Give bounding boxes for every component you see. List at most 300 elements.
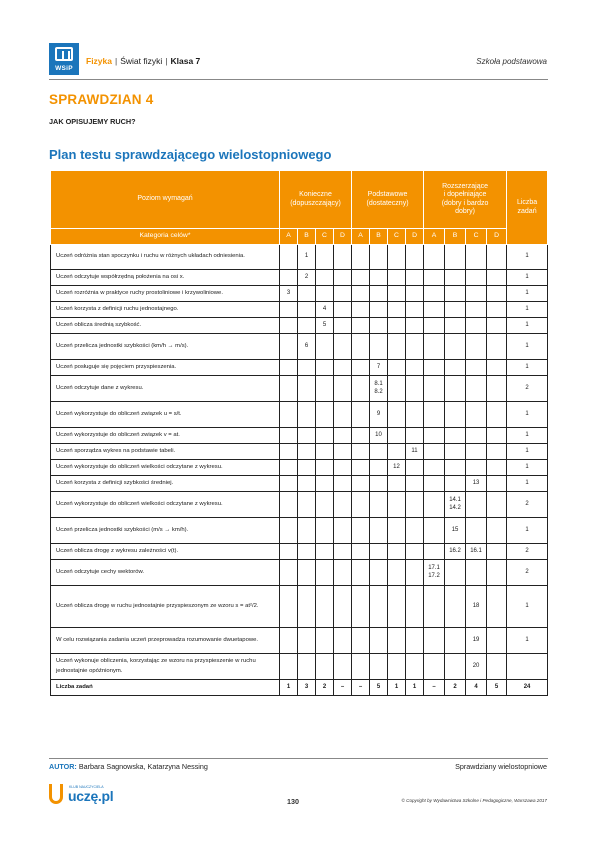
task-number-cell xyxy=(316,286,334,302)
task-number-cell: 8.1 8.2 xyxy=(370,376,388,402)
task-number-cell xyxy=(388,518,406,544)
task-number-cell xyxy=(370,286,388,302)
task-number-cell xyxy=(406,476,424,492)
task-number-cell xyxy=(388,560,406,586)
goal-description: Uczeń odczytuje dane z wykresu. xyxy=(51,376,280,402)
task-number-cell xyxy=(424,318,445,334)
task-count-cell: 1 xyxy=(507,586,548,628)
task-number-cell xyxy=(298,318,316,334)
category-letter-header: A xyxy=(424,229,445,245)
task-number-cell xyxy=(352,360,370,376)
task-number-cell xyxy=(334,518,352,544)
task-number-cell xyxy=(352,402,370,428)
task-number-cell xyxy=(424,444,445,460)
header-kategoria: Kategoria celów* xyxy=(51,229,280,245)
task-number-cell xyxy=(445,245,466,270)
table-row xyxy=(51,428,548,444)
table-row xyxy=(51,286,548,302)
task-number-cell xyxy=(352,560,370,586)
wsip-logo-text: WSiP xyxy=(55,65,73,72)
task-number-cell xyxy=(334,492,352,518)
task-number-cell xyxy=(466,492,487,518)
task-number-cell: 2 xyxy=(298,270,316,286)
task-number-cell xyxy=(406,560,424,586)
task-number-cell xyxy=(334,544,352,560)
task-number-cell xyxy=(352,318,370,334)
goal-description: Uczeń korzysta z definicji szybkości średniej. xyxy=(51,476,280,492)
task-number-cell xyxy=(280,318,298,334)
task-number-cell: 3 xyxy=(298,680,316,696)
task-number-cell xyxy=(466,560,487,586)
task-number-cell xyxy=(487,302,507,318)
goal-description: Uczeń odczytuje cechy wektorów. xyxy=(51,560,280,586)
goal-description: Uczeń wykonuje obliczenia, korzystając ze wzoru na przyspieszenie w ruchu jednostajnie opóźnionym. xyxy=(51,654,280,680)
task-number-cell xyxy=(316,586,334,628)
task-number-cell xyxy=(445,402,466,428)
task-number-cell xyxy=(406,654,424,680)
task-number-cell xyxy=(298,492,316,518)
task-number-cell: 14.1 14.2 xyxy=(445,492,466,518)
table-row xyxy=(51,334,548,360)
task-number-cell xyxy=(334,560,352,586)
test-plan-table xyxy=(50,170,548,696)
task-number-cell xyxy=(487,376,507,402)
task-number-cell xyxy=(280,518,298,544)
task-number-cell: 18 xyxy=(466,586,487,628)
ucze-club-label: KLUB NAUCZYCIELA xyxy=(69,785,104,789)
task-number-cell: 20 xyxy=(466,654,487,680)
task-count-cell: 1 xyxy=(507,270,548,286)
task-number-cell xyxy=(334,334,352,360)
task-number-cell xyxy=(280,402,298,428)
category-letter-header: A xyxy=(280,229,298,245)
task-number-cell xyxy=(424,428,445,444)
task-number-cell xyxy=(424,402,445,428)
task-number-cell: – xyxy=(352,680,370,696)
task-number-cell xyxy=(334,444,352,460)
task-number-cell: 19 xyxy=(466,628,487,654)
task-number-cell xyxy=(388,444,406,460)
task-number-cell xyxy=(406,334,424,360)
task-number-cell xyxy=(280,245,298,270)
table-row xyxy=(51,586,548,628)
task-number-cell xyxy=(388,302,406,318)
table-row xyxy=(51,270,548,286)
task-number-cell xyxy=(334,586,352,628)
task-number-cell xyxy=(334,460,352,476)
task-number-cell xyxy=(370,444,388,460)
task-number-cell xyxy=(370,460,388,476)
table-row xyxy=(51,318,548,334)
task-number-cell: 2 xyxy=(445,680,466,696)
task-number-cell xyxy=(424,544,445,560)
task-number-cell xyxy=(334,654,352,680)
task-number-cell xyxy=(280,544,298,560)
task-number-cell xyxy=(487,360,507,376)
header-separator: | xyxy=(165,56,168,66)
author-line xyxy=(49,762,208,771)
task-number-cell xyxy=(445,460,466,476)
task-number-cell: 5 xyxy=(316,318,334,334)
goal-description: Uczeń wykorzystuje do obliczeń wielkości odczytane z wykresu. xyxy=(51,492,280,518)
task-number-cell xyxy=(487,270,507,286)
task-number-cell xyxy=(334,428,352,444)
task-count-cell: 1 xyxy=(507,444,548,460)
task-number-cell xyxy=(487,428,507,444)
task-number-cell xyxy=(316,444,334,460)
goal-description: Uczeń przelicza jednostki szybkości (km/h → m/s). xyxy=(51,334,280,360)
task-number-cell xyxy=(445,628,466,654)
ucze-brand: uczę.pl xyxy=(68,788,114,804)
header-level: Poziom wymagań xyxy=(51,171,280,229)
task-number-cell: 1 xyxy=(298,245,316,270)
ucze-logo xyxy=(49,784,129,808)
task-number-cell xyxy=(406,376,424,402)
task-count-cell: 1 xyxy=(507,360,548,376)
task-number-cell xyxy=(388,402,406,428)
task-number-cell xyxy=(370,628,388,654)
task-number-cell xyxy=(388,654,406,680)
task-number-cell: – xyxy=(334,680,352,696)
task-number-cell: 5 xyxy=(487,680,507,696)
task-number-cell xyxy=(334,318,352,334)
task-number-cell: 1 xyxy=(388,680,406,696)
task-number-cell xyxy=(424,586,445,628)
task-number-cell xyxy=(406,544,424,560)
task-number-cell xyxy=(406,586,424,628)
task-number-cell xyxy=(298,302,316,318)
task-number-cell xyxy=(316,334,334,360)
task-number-cell xyxy=(487,518,507,544)
task-number-cell xyxy=(487,245,507,270)
task-number-cell xyxy=(352,334,370,360)
task-number-cell xyxy=(352,302,370,318)
task-number-cell xyxy=(298,476,316,492)
plan-title: Plan testu sprawdzającego wielostopniowego xyxy=(49,147,332,162)
task-number-cell xyxy=(424,628,445,654)
task-number-cell xyxy=(445,318,466,334)
task-number-cell xyxy=(334,270,352,286)
task-number-cell: 11 xyxy=(406,444,424,460)
task-number-cell xyxy=(388,544,406,560)
task-number-cell xyxy=(466,444,487,460)
task-count-cell: 2 xyxy=(507,376,548,402)
task-number-cell: 10 xyxy=(370,428,388,444)
task-number-cell xyxy=(406,286,424,302)
author-names: Barbara Sagnowska, Katarzyna Nessing xyxy=(78,762,208,771)
header-rozszerzajace: Rozszerzające i dopełniające (dobry i bardzo dobry) xyxy=(424,171,507,229)
table-row xyxy=(51,492,548,518)
task-number-cell xyxy=(388,586,406,628)
task-number-cell xyxy=(298,654,316,680)
task-number-cell xyxy=(406,245,424,270)
task-number-cell xyxy=(424,518,445,544)
task-number-cell xyxy=(388,286,406,302)
task-number-cell xyxy=(424,270,445,286)
task-number-cell xyxy=(316,560,334,586)
table-row xyxy=(51,560,548,586)
category-letter-header: D xyxy=(406,229,424,245)
task-number-cell: 3 xyxy=(280,286,298,302)
task-number-cell xyxy=(316,360,334,376)
footer-series-title: Sprawdziany wielostopniowe xyxy=(455,762,547,771)
task-number-cell xyxy=(487,544,507,560)
task-number-cell xyxy=(280,628,298,654)
task-count-cell: 1 xyxy=(507,460,548,476)
task-number-cell: 12 xyxy=(388,460,406,476)
goal-description: Uczeń odczytuje współrzędną położenia na osi x. xyxy=(51,270,280,286)
task-number-cell xyxy=(352,245,370,270)
goal-description: Uczeń odróżnia stan spoczynku i ruchu w różnych układach odniesienia. xyxy=(51,245,280,270)
category-letter-header: B xyxy=(370,229,388,245)
task-number-cell: 17.1 17.2 xyxy=(424,560,445,586)
task-number-cell xyxy=(466,428,487,444)
task-number-cell xyxy=(334,402,352,428)
wsip-logo xyxy=(49,43,79,75)
author-label: AUTOR: xyxy=(49,762,77,771)
table-row xyxy=(51,654,548,680)
goal-description: Uczeń sporządza wykres na podstawie tabeli. xyxy=(51,444,280,460)
task-number-cell xyxy=(445,270,466,286)
task-number-cell xyxy=(487,628,507,654)
task-number-cell xyxy=(280,460,298,476)
page-title: SPRAWDZIAN 4 xyxy=(49,92,154,107)
task-number-cell xyxy=(316,628,334,654)
footer-divider xyxy=(49,758,548,759)
task-number-cell xyxy=(466,376,487,402)
task-number-cell xyxy=(334,376,352,402)
task-number-cell xyxy=(466,286,487,302)
task-number-cell xyxy=(487,334,507,360)
task-number-cell xyxy=(388,318,406,334)
category-letter-header: D xyxy=(334,229,352,245)
task-number-cell xyxy=(466,302,487,318)
task-number-cell: 1 xyxy=(280,680,298,696)
task-number-cell xyxy=(466,245,487,270)
task-number-cell xyxy=(316,428,334,444)
task-number-cell xyxy=(316,544,334,560)
task-count-cell: 2 xyxy=(507,492,548,518)
task-number-cell xyxy=(388,376,406,402)
task-number-cell xyxy=(388,270,406,286)
task-number-cell xyxy=(334,302,352,318)
task-number-cell: 16.1 xyxy=(466,544,487,560)
task-number-cell xyxy=(280,360,298,376)
task-number-cell xyxy=(424,376,445,402)
wsip-logo-mark-icon xyxy=(55,47,73,61)
task-number-cell xyxy=(466,402,487,428)
task-number-cell xyxy=(466,518,487,544)
table-row xyxy=(51,360,548,376)
task-count-cell: 1 xyxy=(507,628,548,654)
task-count-cell: 1 xyxy=(507,334,548,360)
goal-description: W celu rozwiązania zadania uczeń przeprowadza rozumowanie dwuetapowe. xyxy=(51,628,280,654)
task-number-cell xyxy=(370,560,388,586)
task-number-cell xyxy=(487,318,507,334)
task-number-cell: 1 xyxy=(406,680,424,696)
task-number-cell xyxy=(334,286,352,302)
category-letter-header: B xyxy=(445,229,466,245)
task-number-cell xyxy=(370,544,388,560)
header-breadcrumb xyxy=(86,56,200,66)
goal-description: Uczeń wykorzystuje do obliczeń związek v = at. xyxy=(51,428,280,444)
task-number-cell xyxy=(352,270,370,286)
task-number-cell xyxy=(316,402,334,428)
task-number-cell xyxy=(298,428,316,444)
table-row xyxy=(51,245,548,270)
task-number-cell xyxy=(406,518,424,544)
task-number-cell xyxy=(445,360,466,376)
task-number-cell xyxy=(487,476,507,492)
task-number-cell xyxy=(280,654,298,680)
task-number-cell xyxy=(388,245,406,270)
task-number-cell xyxy=(487,586,507,628)
task-number-cell xyxy=(388,334,406,360)
task-number-cell xyxy=(445,654,466,680)
task-number-cell xyxy=(406,628,424,654)
task-number-cell xyxy=(487,460,507,476)
task-number-cell xyxy=(445,560,466,586)
task-number-cell xyxy=(466,270,487,286)
task-count-cell: 2 xyxy=(507,544,548,560)
task-number-cell xyxy=(406,460,424,476)
task-number-cell xyxy=(466,318,487,334)
category-letter-header: D xyxy=(487,229,507,245)
task-number-cell xyxy=(424,286,445,302)
task-number-cell xyxy=(280,586,298,628)
task-number-cell xyxy=(316,476,334,492)
table-row xyxy=(51,680,548,696)
table-row xyxy=(51,302,548,318)
task-number-cell xyxy=(445,444,466,460)
header-school: Szkoła podstawowa xyxy=(476,57,547,66)
task-number-cell xyxy=(406,492,424,518)
goal-description: Uczeń wykorzystuje do obliczeń wielkości odczytane z wykresu. xyxy=(51,460,280,476)
task-number-cell xyxy=(352,376,370,402)
task-number-cell xyxy=(298,560,316,586)
task-number-cell xyxy=(316,492,334,518)
task-number-cell: 13 xyxy=(466,476,487,492)
header-liczba-zadan: Liczba zadań xyxy=(507,171,548,245)
header-subject: Fizyka xyxy=(86,56,112,66)
task-number-cell xyxy=(445,476,466,492)
goal-description: Uczeń korzysta z definicji ruchu jednostajnego. xyxy=(51,302,280,318)
task-count-cell: 1 xyxy=(507,476,548,492)
page-subtitle: JAK OPISUJEMY RUCH? xyxy=(49,117,136,126)
task-number-cell xyxy=(487,444,507,460)
task-number-cell xyxy=(487,654,507,680)
goal-description: Uczeń oblicza drogę z wykresu zależności v(t). xyxy=(51,544,280,560)
task-number-cell xyxy=(280,334,298,360)
goal-description: Liczba zadań xyxy=(51,680,280,696)
task-number-cell xyxy=(352,518,370,544)
task-number-cell xyxy=(352,460,370,476)
task-count-cell: 2 xyxy=(507,560,548,586)
task-number-cell: 5 xyxy=(370,680,388,696)
task-number-cell xyxy=(466,460,487,476)
header-grade: Klasa 7 xyxy=(170,56,201,66)
task-number-cell xyxy=(370,318,388,334)
task-number-cell xyxy=(298,460,316,476)
task-number-cell xyxy=(352,628,370,654)
table-row xyxy=(51,518,548,544)
header-series: Świat fizyki xyxy=(120,56,163,66)
table-row xyxy=(51,444,548,460)
task-number-cell xyxy=(487,560,507,586)
task-number-cell xyxy=(424,460,445,476)
category-letter-header: C xyxy=(388,229,406,245)
task-number-cell xyxy=(487,286,507,302)
task-number-cell xyxy=(406,302,424,318)
task-number-cell xyxy=(298,444,316,460)
task-number-cell xyxy=(334,628,352,654)
task-number-cell xyxy=(388,428,406,444)
header-podstawowe: Podstawowe (dostateczny) xyxy=(352,171,424,229)
task-number-cell xyxy=(298,628,316,654)
task-number-cell xyxy=(370,476,388,492)
task-number-cell xyxy=(370,270,388,286)
goal-description: Uczeń rozróżnia w praktyce ruchy prostoliniowe i krzywoliniowe. xyxy=(51,286,280,302)
task-number-cell xyxy=(316,270,334,286)
task-count-cell: 1 xyxy=(507,318,548,334)
category-letter-header: C xyxy=(466,229,487,245)
task-number-cell xyxy=(280,560,298,586)
task-number-cell xyxy=(370,518,388,544)
task-number-cell xyxy=(280,428,298,444)
task-number-cell: 16.2 xyxy=(445,544,466,560)
goal-description: Uczeń oblicza średnią szybkość. xyxy=(51,318,280,334)
task-number-cell xyxy=(424,476,445,492)
task-number-cell: 6 xyxy=(298,334,316,360)
task-number-cell xyxy=(424,654,445,680)
task-count-cell: 1 xyxy=(507,428,548,444)
task-number-cell xyxy=(352,444,370,460)
task-number-cell xyxy=(445,334,466,360)
task-number-cell xyxy=(280,376,298,402)
task-count-cell: 24 xyxy=(507,680,548,696)
category-letter-header: B xyxy=(298,229,316,245)
task-number-cell xyxy=(370,586,388,628)
task-number-cell: 2 xyxy=(316,680,334,696)
task-number-cell xyxy=(370,245,388,270)
task-number-cell xyxy=(388,628,406,654)
table-row xyxy=(51,476,548,492)
task-number-cell xyxy=(280,270,298,286)
task-number-cell xyxy=(280,302,298,318)
task-number-cell xyxy=(370,654,388,680)
task-number-cell: 4 xyxy=(466,680,487,696)
task-number-cell xyxy=(298,544,316,560)
task-number-cell xyxy=(388,492,406,518)
task-number-cell xyxy=(352,476,370,492)
task-number-cell: 9 xyxy=(370,402,388,428)
task-number-cell xyxy=(352,586,370,628)
task-number-cell xyxy=(298,286,316,302)
task-count-cell: 1 xyxy=(507,286,548,302)
task-count-cell: 1 xyxy=(507,518,548,544)
header-konieczne: Konieczne (dopuszczający) xyxy=(280,171,352,229)
task-number-cell: 15 xyxy=(445,518,466,544)
task-number-cell xyxy=(424,302,445,318)
table-row xyxy=(51,544,548,560)
task-count-cell: 1 xyxy=(507,245,548,270)
task-number-cell xyxy=(406,360,424,376)
task-number-cell xyxy=(316,518,334,544)
task-number-cell xyxy=(298,586,316,628)
task-number-cell xyxy=(280,444,298,460)
task-number-cell xyxy=(298,360,316,376)
task-number-cell xyxy=(406,318,424,334)
